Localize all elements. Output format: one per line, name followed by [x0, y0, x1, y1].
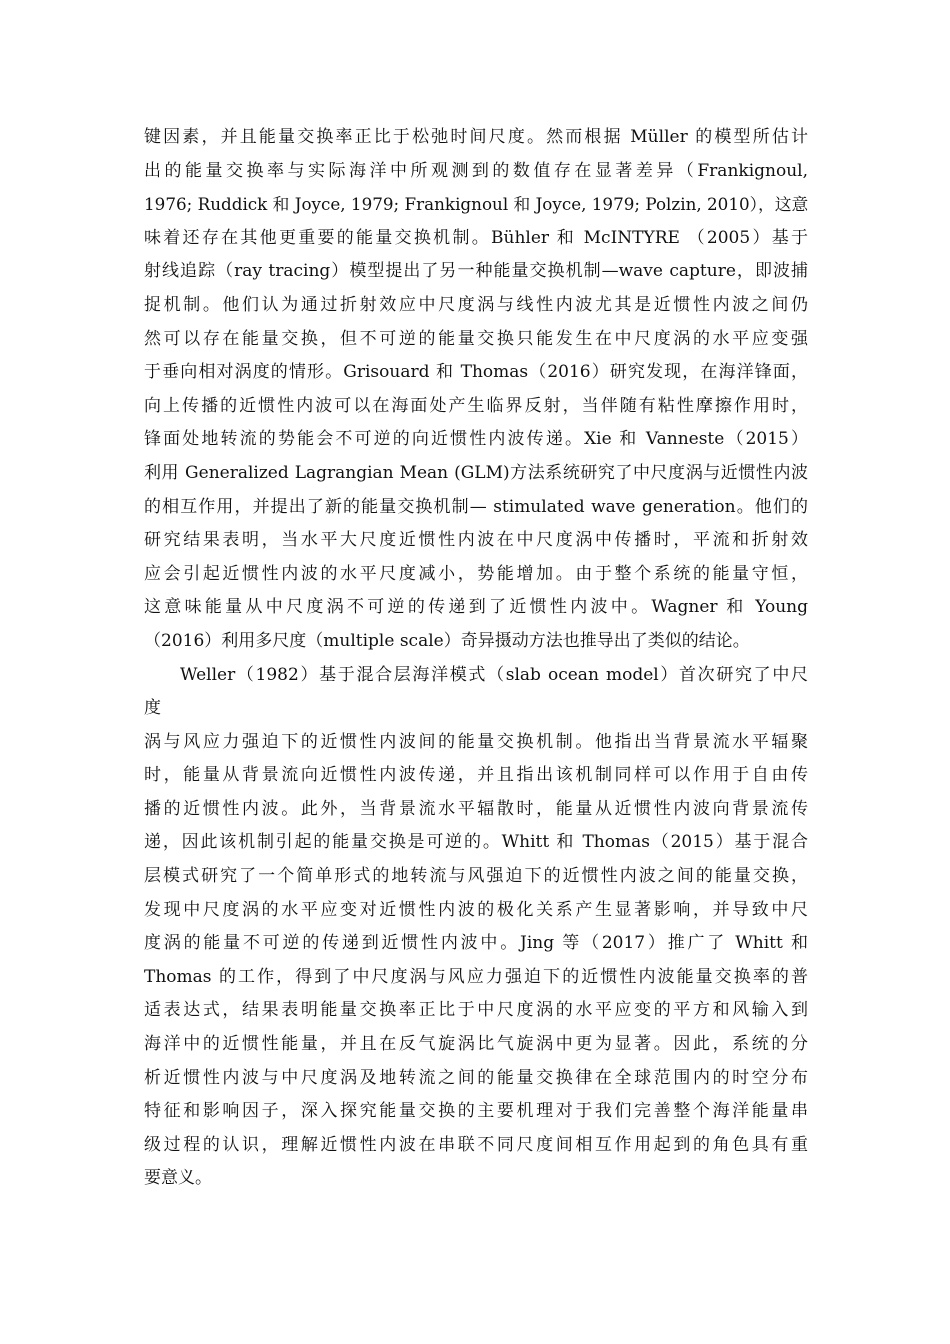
- text-line: 特征和影响因子，深入探究能量交换的主要机理对于我们完善整个海洋能量串: [144, 1101, 808, 1122]
- text-line: 度: [144, 698, 161, 719]
- text-line: 发现中尺度涡的水平应变对近惯性内波的极化关系产生显著影响，并导致中尺: [144, 899, 808, 920]
- text-line: 键因素，并且能量交换率正比于松弛时间尺度。然而根据 Müller 的模型所估计: [144, 127, 808, 147]
- text-line: 时，能量从背景流向近惯性内波传递，并且指出该机制同样可以作用于自由传: [144, 765, 808, 786]
- text-line: 射线追踪（ray tracing）模型提出了另一种能量交换机制—wave capture，即波捕: [144, 261, 808, 282]
- text-line: 然可以存在能量交换，但不可逆的能量交换只能发生在中尺度涡的水平应变强: [144, 328, 808, 349]
- text-line: 涡与风应力强迫下的近惯性内波间的能量交换机制。他指出当背景流水平辐聚: [144, 731, 808, 752]
- text-line: 应会引起近惯性内波的水平尺度减小，势能增加。由于整个系统的能量守恒，: [144, 563, 808, 584]
- text-line: 捉机制。他们认为通过折射效应中尺度涡与线性内波尤其是近惯性内波之间仍: [144, 294, 808, 315]
- text-line: 析近惯性内波与中尺度涡及地转流之间的能量交换律在全球范围内的时空分布: [144, 1067, 808, 1088]
- text-line: 层模式研究了一个简单形式的地转流与风强迫下的近惯性内波之间的能量交换，: [144, 866, 808, 887]
- text-line: 锋面处地转流的势能会不可逆的向近惯性内波传递。Xie 和 Vanneste（2015）: [144, 429, 808, 450]
- text-line: 1976; Ruddick 和 Joyce, 1979; Frankignoul 和 Joyce, 1979; Polzin, 2010），这意: [144, 194, 809, 215]
- text-line: 于垂向相对涡度的情形。Grisouard 和 Thomas（2016）研究发现，在海洋锋面，: [144, 362, 808, 383]
- text-line: Thomas 的工作，得到了中尺度涡与风应力强迫下的近惯性内波能量交换率的普: [144, 966, 808, 987]
- text-line: 海洋中的近惯性能量，并且在反气旋涡比气旋涡中更为显著。因此，系统的分: [144, 1034, 808, 1055]
- text-line: 适表达式，结果表明能量交换率正比于中尺度涡的水平应变的平方和风输入到: [144, 1000, 808, 1021]
- text-line: 播的近惯性内波。此外，当背景流水平辐散时，能量从近惯性内波向背景流传: [144, 798, 808, 819]
- text-line: 利用 Generalized Lagrangian Mean (GLM)方法系统研究了中尺度涡与近惯性内波: [144, 462, 808, 483]
- text-line: 向上传播的近惯性内波可以在海面处产生临界反射，当伴随有粘性摩擦作用时，: [144, 395, 808, 416]
- text-line: 研究结果表明，当水平大尺度近惯性内波在中尺度涡中传播时，平流和折射效: [144, 530, 808, 551]
- text-line: 出的能量交换率与实际海洋中所观测到的数值存在显著差异（Frankignoul,: [144, 160, 808, 181]
- text-line: 这意味能量从中尺度涡不可逆的传递到了近惯性内波中。Wagner 和 Young: [144, 597, 808, 618]
- text-line: 的相互作用，并提出了新的能量交换机制— stimulated wave generation。他们的: [144, 496, 808, 517]
- body-text: [144, 121, 808, 1196]
- text-line: 度涡的能量不可逆的传递到近惯性内波中。Jing 等（2017）推广了 Whitt 和: [144, 933, 808, 954]
- text-line: 级过程的认识，理解近惯性内波在串联不同尺度间相互作用起到的角色具有重: [144, 1134, 808, 1155]
- text-line: （2016）利用多尺度（multiple scale）奇异摄动方法也推导出了类似的结论。: [144, 630, 750, 651]
- text-line: 要意义。: [144, 1168, 212, 1189]
- text-line: Weller（1982）基于混合层海洋模式（slab ocean model）首次研究了中尺: [180, 664, 808, 685]
- text-line: 递，因此该机制引起的能量交换是可逆的。Whitt 和 Thomas（2015）基于混合: [144, 832, 808, 853]
- text-line: 味着还存在其他更重要的能量交换机制。Bühler 和 McINTYRE （2005）基于: [144, 227, 808, 248]
